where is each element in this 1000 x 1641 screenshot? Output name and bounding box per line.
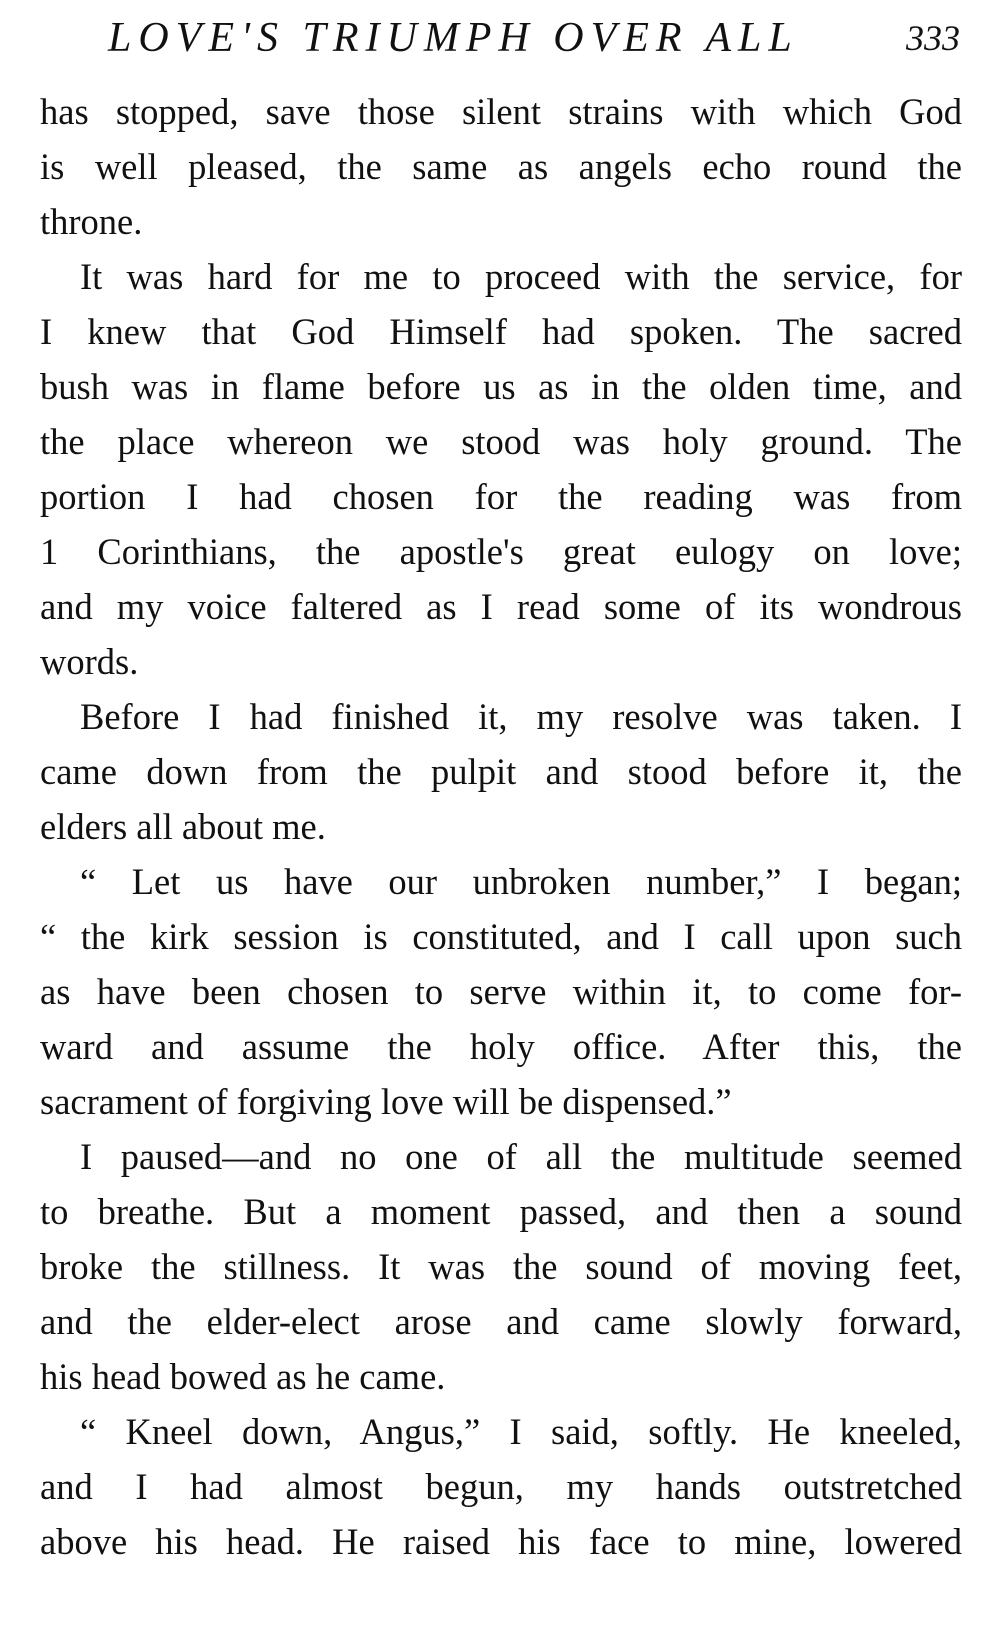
text-line: throne. [40,201,143,242]
text-line: I knew that God Himself had spoken. The sacred [40,311,962,352]
text-line: has stopped, save those silent strains with which God [40,91,962,132]
text-line: elders all about me. [40,806,326,847]
text-line: his head bowed as he came. [40,1356,446,1397]
page-number: 333 [906,18,960,58]
text-line: words. [40,641,139,682]
text-line: “ the kirk session is constituted, and I call upon such [40,916,962,957]
text-line: and my voice faltered as I read some of its wondrous [40,586,962,627]
text-line: broke the stillness. It was the sound of moving feet, [40,1246,962,1287]
text-line: as have been chosen to serve within it, to come for- [40,971,962,1012]
text-line: is well pleased, the same as angels echo round the [40,146,962,187]
text-line: Before I had finished it, my resolve was taken. I [80,696,962,737]
text-line: the place whereon we stood was holy ground. The [40,421,962,462]
text-line: It was hard for me to proceed with the service, for [80,256,962,297]
text-line: sacrament of forgiving love will be dispensed.” [40,1081,732,1122]
text-line: I paused—and no one of all the multitude seemed [80,1136,962,1177]
text-line: to breathe. But a moment passed, and then a sound [40,1191,962,1232]
text-line: and the elder-elect arose and came slowly forward, [40,1301,962,1342]
text-line: came down from the pulpit and stood before it, the [40,751,962,792]
running-header [108,8,960,68]
text-line: “ Let us have our unbroken number,” I began; [80,861,962,902]
text-line: portion I had chosen for the reading was from [40,476,962,517]
text-line: above his head. He raised his face to mine, lowered [40,1521,962,1562]
running-title: LOVE'S TRIUMPH OVER ALL [108,15,799,61]
text-line: ward and assume the holy office. After this, the [40,1026,962,1067]
text-line: and I had almost begun, my hands outstretched [40,1466,962,1507]
text-line: “ Kneel down, Angus,” I said, softly. He kneeled, [80,1411,962,1452]
text-line: 1 Corinthians, the apostle's great eulogy on love; [40,531,962,572]
body-text [40,84,962,1569]
text-line: bush was in flame before us as in the olden time, and [40,366,962,407]
